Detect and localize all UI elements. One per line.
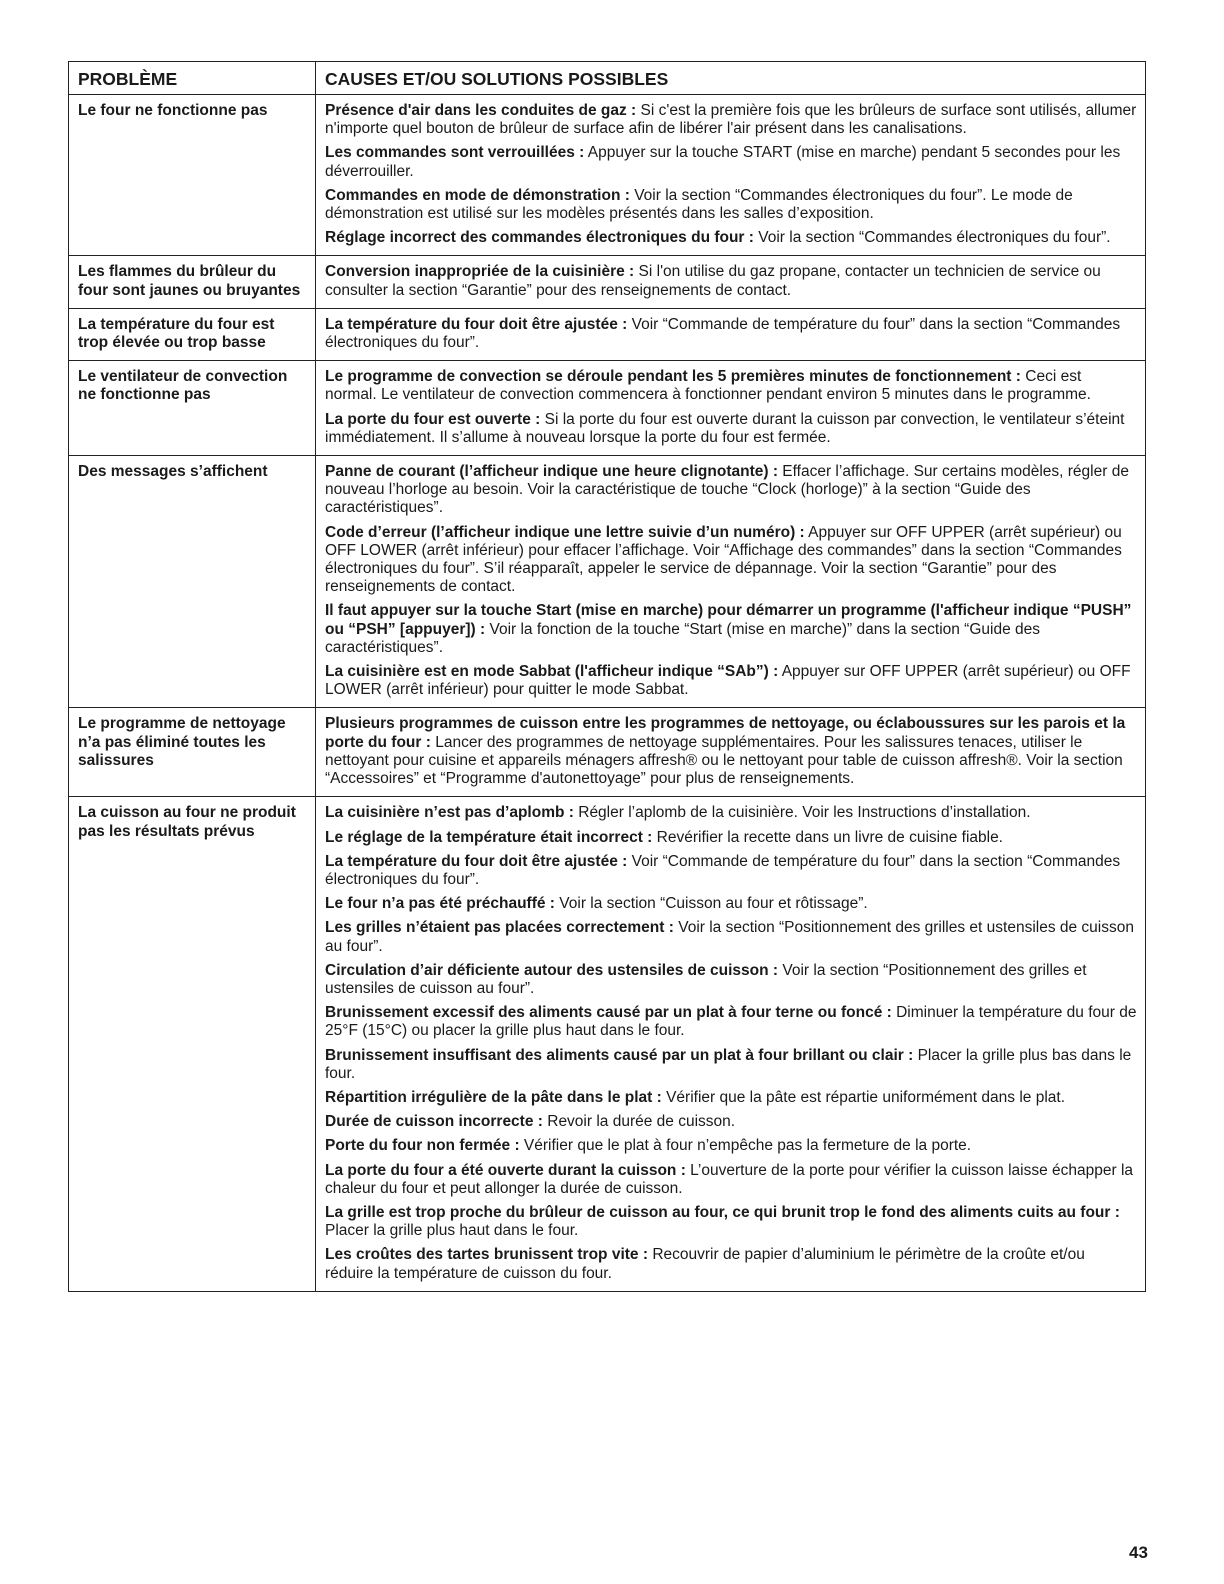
table-row xyxy=(69,361,1146,456)
solution-item xyxy=(325,853,1137,889)
table-row xyxy=(69,797,1146,1291)
solution-item xyxy=(325,1004,1137,1040)
problem-cell: Le four ne fonctionne pas xyxy=(69,95,316,256)
solution-item xyxy=(325,144,1137,180)
solution-cause: La cuisinière n’est pas d’aplomb : xyxy=(325,804,574,822)
solution-text: Voir la section “Positionnement des grilles et ustensiles de cuisson au four”. xyxy=(325,919,1134,955)
solution-item xyxy=(325,463,1137,518)
solution-cause: Répartition irrégulière de la pâte dans le plat : xyxy=(325,1088,662,1106)
solution-item xyxy=(325,829,1137,847)
table-body xyxy=(69,95,1146,1292)
solution-cause: Commandes en mode de démonstration : xyxy=(325,186,630,204)
solution-text: Effacer l’affichage. Sur certains modèles, régler de nouveau l’horloge au besoin. Voir la caractéristique de touche “Clock (horloge)” à la section “Guide des caractéristiques”. xyxy=(325,463,1129,517)
solutions-cell xyxy=(316,456,1146,708)
solution-cause: Le four n’a pas été préchauffé : xyxy=(325,895,555,913)
solutions-cell xyxy=(316,797,1146,1291)
solution-text: Si la porte du four est ouverte durant la cuisson par convection, le ventilateur s’éteint immédiatement. Il s’allume à nouveau lorsque la porte du four est fermée. xyxy=(325,410,1125,446)
solution-item xyxy=(325,602,1137,657)
solution-text: Lancer des programmes de nettoyage supplémentaires. Pour les salissures tenaces, utiliser le nettoyant pour cuisine et appareils ménagers affresh® ou le nettoyant pour table de cuisson affresh®. Voir la section “Accessoires” et “Programme d'autonettoyage” pour plus de renseignements. xyxy=(325,733,1123,788)
solution-text: Voir la section “Commandes électroniques du four”. xyxy=(753,229,1111,247)
solution-text: L’ouverture de la porte pour vérifier la cuisson laisse échapper la chaleur du four et peut allonger la durée de cuisson. xyxy=(325,1161,1134,1197)
solution-item xyxy=(325,1137,1137,1155)
solutions-cell xyxy=(316,95,1146,256)
solution-cause: Panne de courant (l’afficheur indique une heure clignotante) : xyxy=(325,463,778,481)
solutions-cell xyxy=(316,708,1146,797)
solution-text: Appuyer sur la touche START (mise en marche) pendant 5 secondes pour les déverrouiller. xyxy=(325,144,1121,180)
solution-text: Voir la section “Cuisson au four et rôtissage”. xyxy=(554,895,868,913)
solution-item xyxy=(325,187,1137,223)
solution-item xyxy=(325,1089,1137,1107)
solution-text: Voir “Commande de température du four” dans la section “Commandes électroniques du four”. xyxy=(325,852,1121,888)
solution-text: Revérifier la recette dans un livre de cuisine fiable. xyxy=(652,828,1003,846)
solution-cause: Code d’erreur (l’afficheur indique une lettre suivie d’un numéro) : xyxy=(325,523,805,541)
solution-cause: Conversion inappropriée de la cuisinière : xyxy=(325,263,635,281)
solution-cause: La grille est trop proche du brûleur de cuisson au four, ce qui brunit trop le fond des aliments cuits au four : xyxy=(325,1203,1120,1221)
solution-cause: Présence d'air dans les conduites de gaz : xyxy=(325,102,637,119)
solution-item xyxy=(325,1162,1137,1198)
page-number: 43 xyxy=(1129,1543,1148,1562)
solution-item xyxy=(325,102,1137,138)
solution-text: Ceci est normal. Le ventilateur de convection commencera à fonctionner pendant environ 5 minutes dans le programme. xyxy=(325,368,1091,404)
table-header-row xyxy=(69,62,1146,95)
solution-text: Diminuer la température du four de 25°F (15°C) ou placer la grille plus haut dans le four. xyxy=(325,1004,1137,1040)
problem-cell: La cuisson au four ne produit pas les résultats prévus xyxy=(69,797,316,1291)
solution-item xyxy=(325,1047,1137,1083)
solution-item xyxy=(325,715,1137,788)
header-causes: CAUSES ET/OU SOLUTIONS POSSIBLES xyxy=(316,62,1146,95)
solution-item xyxy=(325,411,1137,447)
solutions-cell xyxy=(316,308,1146,360)
solution-item xyxy=(325,316,1137,352)
solution-text: Si l'on utilise du gaz propane, contacter un technicien de service ou consulter la section “Garantie” pour des renseignements de contact. xyxy=(325,263,1101,299)
solution-text: Si c'est la première fois que les brûleurs de surface sont utilisés, allumer n'importe quel bouton de brûleur de surface afin de libérer l'air présent dans les canalisations. xyxy=(325,102,1137,138)
table-row xyxy=(69,256,1146,308)
solution-item xyxy=(325,229,1137,247)
solution-text: Voir “Commande de température du four” dans la section “Commandes électroniques du four”. xyxy=(325,315,1121,352)
troubleshooting-table xyxy=(68,61,1146,1292)
solution-cause: Brunissement insuffisant des aliments causé par un plat à four brillant ou clair : xyxy=(325,1046,914,1064)
solution-text: Voir la section “Commandes électroniques du four”. Le mode de démonstration est utilisé sur les modèles présentés dans les salles d’exposition. xyxy=(325,186,1073,223)
solution-cause: La porte du four a été ouverte durant la cuisson : xyxy=(325,1161,686,1179)
problem-cell: Le ventilateur de convection ne fonctionne pas xyxy=(69,361,316,456)
solution-text: Placer la grille plus haut dans le four. xyxy=(325,1222,579,1240)
solution-cause: Circulation d’air déficiente autour des ustensiles de cuisson : xyxy=(325,961,779,979)
solution-cause: La cuisinière est en mode Sabbat (l'afficheur indique “SAb”) : xyxy=(325,663,779,681)
solutions-cell xyxy=(316,256,1146,308)
solution-text: Voir la fonction de la touche “Start (mise en marche)” dans la section “Guide des caractéristiques”. xyxy=(325,620,1041,656)
solution-cause: Les croûtes des tartes brunissent trop vite : xyxy=(325,1246,649,1264)
header-problem: PROBLÈME xyxy=(69,62,316,95)
table-row xyxy=(69,456,1146,708)
solution-cause: Le programme de convection se déroule pendant les 5 premières minutes de fonctionnement : xyxy=(325,368,1021,386)
solution-cause: Brunissement excessif des aliments causé par un plat à four terne ou foncé : xyxy=(325,1004,892,1022)
solution-text: Recouvrir de papier d’aluminium le périmètre de la croûte et/ou réduire la température de cuisson du four. xyxy=(325,1246,1085,1282)
solution-text: Revoir la durée de cuisson. xyxy=(542,1113,736,1131)
solution-cause: Le réglage de la température était incorrect : xyxy=(325,828,653,846)
solution-text: Appuyer sur OFF UPPER (arrêt supérieur) ou OFF LOWER (arrêt inférieur) pour effacer l’affichage. Voir “Affichage des commandes” dans la section “Commandes électroniques du four”. S’il réapparaît, appeler le service de dépannage. Voir la section “Garantie” pour des renseignements de contact. xyxy=(325,523,1122,596)
table-row xyxy=(69,95,1146,256)
solution-item xyxy=(325,919,1137,955)
problem-cell: Les flammes du brûleur du four sont jaunes ou bruyantes xyxy=(69,256,316,308)
solutions-cell xyxy=(316,361,1146,456)
solution-cause: Durée de cuisson incorrecte : xyxy=(325,1113,543,1131)
solution-item xyxy=(325,1113,1137,1131)
solution-cause: La température du four doit être ajustée : xyxy=(325,315,628,333)
solution-cause: Porte du four non fermée : xyxy=(325,1137,520,1155)
solution-item xyxy=(325,895,1137,913)
solution-cause: La porte du four est ouverte : xyxy=(325,410,541,428)
solution-item xyxy=(325,1204,1137,1240)
solution-cause: Les grilles n’étaient pas placées correctement : xyxy=(325,919,674,937)
problem-cell: Le programme de nettoyage n’a pas éliminé toutes les salissures xyxy=(69,708,316,797)
table-row xyxy=(69,308,1146,360)
solution-text: Régler l’aplomb de la cuisinière. Voir les Instructions d’installation. xyxy=(573,804,1031,822)
solution-text: Vérifier que la pâte est répartie uniformément dans le plat. xyxy=(661,1088,1066,1106)
solution-text: Placer la grille plus bas dans le four. xyxy=(325,1046,1132,1082)
solution-item xyxy=(325,804,1137,822)
table-row xyxy=(69,708,1146,797)
solution-item xyxy=(325,263,1137,299)
solution-cause: Réglage incorrect des commandes électroniques du four : xyxy=(325,229,754,247)
solution-item xyxy=(325,962,1137,998)
solution-item xyxy=(325,368,1137,404)
problem-cell: La température du four est trop élevée ou trop basse xyxy=(69,308,316,360)
solution-text: Vérifier que le plat à four n’empêche pas la fermeture de la porte. xyxy=(519,1137,972,1155)
solution-text: Appuyer sur OFF UPPER (arrêt supérieur) ou OFF LOWER (arrêt inférieur) pour quitter le mode Sabbat. xyxy=(325,663,1131,699)
solution-item xyxy=(325,524,1137,597)
solution-item xyxy=(325,1246,1137,1282)
solution-cause: La température du four doit être ajustée : xyxy=(325,852,628,870)
solution-text: Voir la section “Positionnement des grilles et ustensiles de cuisson au four”. xyxy=(325,961,1087,997)
solution-item xyxy=(325,663,1137,699)
solution-cause: Il faut appuyer sur la touche Start (mise en marche) pour démarrer un programme (l'afficheur indique “PUSH” ou “PSH” [appuyer]) : xyxy=(325,602,1132,638)
problem-cell: Des messages s’affichent xyxy=(69,456,316,708)
solution-cause: Plusieurs programmes de cuisson entre les programmes de nettoyage, ou éclaboussures sur les parois et la porte du four : xyxy=(325,715,1126,751)
solution-cause: Les commandes sont verrouillées : xyxy=(325,144,585,162)
